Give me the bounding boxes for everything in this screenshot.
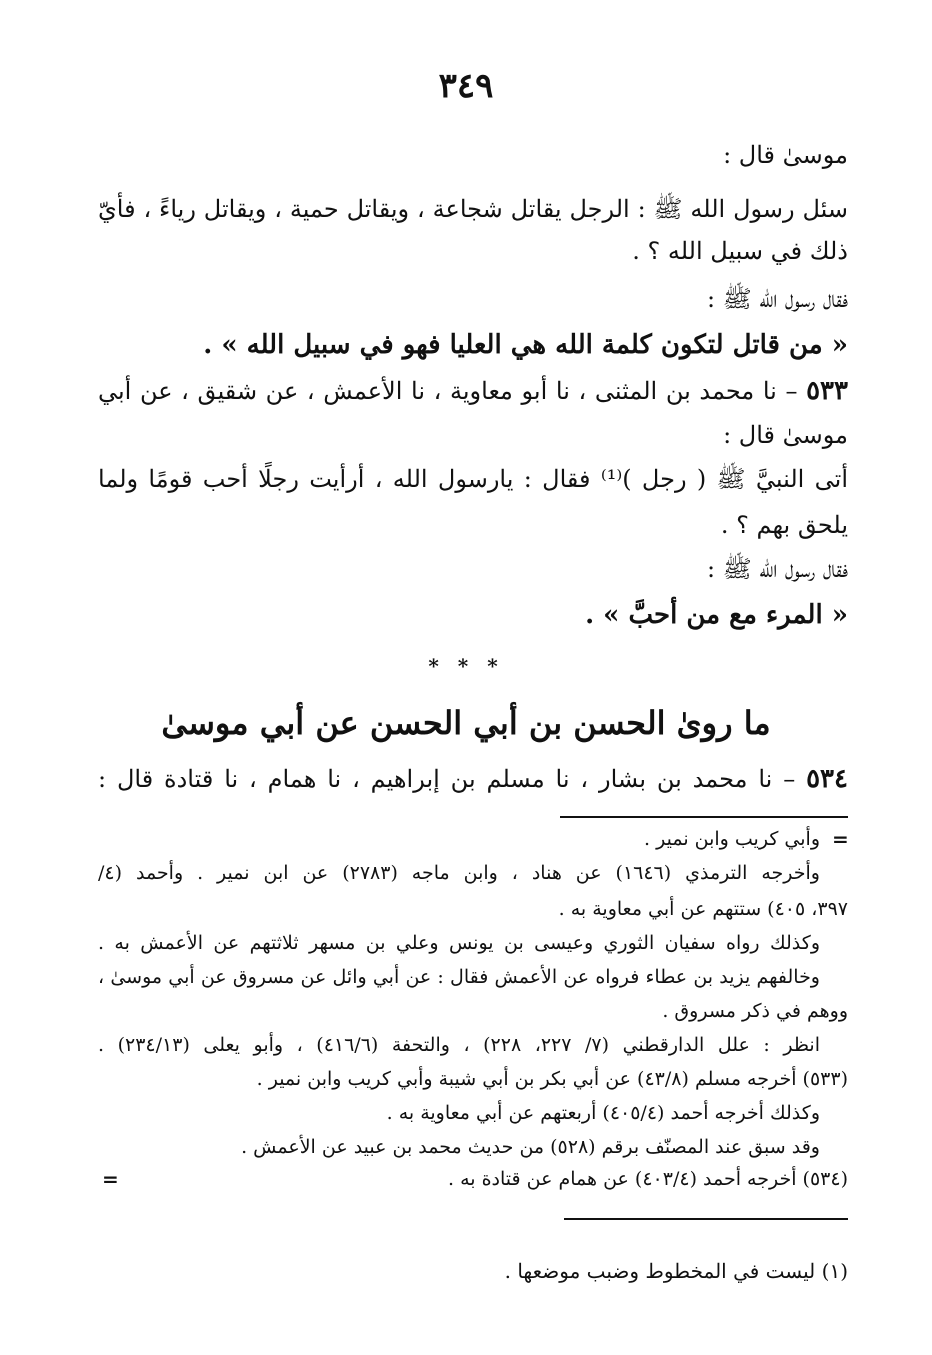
section-heading: ما روىٰ الحسن بن أبي الحسن عن أبي موسىٰ — [161, 704, 771, 742]
hadith-534-isnad — [98, 762, 848, 796]
footnote-line-11: (٥٣٤) أخرجه أحمد (٤٠٣/٤) عن همام عن قتادة به . — [448, 1168, 848, 1190]
footnote-line-9: وكذلك أخرجه أحمد (٤٠٥/٤) أربعتهم عن أبي معاوية به . — [386, 1102, 820, 1124]
hadith-quote-533: « المرء مع من أحبَّ » . — [585, 600, 848, 630]
footnote-line-1: وأبي كريب وابن نمير . — [644, 828, 820, 850]
body-line-2: سئل رسول الله ﷺ : الرجل يقاتل شجاعة ، ويقاتل حمية ، ويقاتل رياءً ، فأيّ — [98, 195, 849, 223]
footnote-rule-top — [560, 816, 848, 818]
body-line-1: موسىٰ قال : — [723, 141, 848, 169]
hadith-number-534: ٥٣٤ — [806, 764, 848, 794]
hadith-533-isnad-text: – نا محمد بن المثنى ، نا أبو معاوية ، نا الأعمش ، عن شقيق ، عن أبي — [98, 377, 798, 405]
body-line-9: يلحق بهم ؟ . — [720, 511, 848, 539]
hadith-534-isnad-text: – نا محمد بن بشار ، نا مسلم بن إبراهيم ، نا همام ، نا قتادة قال : — [98, 765, 796, 793]
continuation-marker-bottom: = — [102, 1167, 119, 1191]
hadith-533-isnad — [98, 374, 848, 408]
body-line-8: أتى النبيَّ ﷺ ( رجل )⁽¹⁾ فقال : يارسول الله ، أرأيت رجلًا أحب قومًا ولما — [98, 465, 848, 493]
bottom-note: (١) ليست في المخطوط وضبب موضعها . — [504, 1259, 848, 1283]
body-line-7: موسىٰ قال : — [723, 421, 848, 449]
body-line-4: فقال رسول الله ﷺ : — [706, 285, 848, 313]
section-separator: * * * — [428, 654, 504, 678]
footnote-line-8: (٥٣٣) أخرجه مسلم (٤٣/٨) عن أبي بكر بن أبي شيبة وأبي كريب وابن نمير . — [256, 1068, 848, 1090]
footnote-line-7: انظر : علل الدارقطني (٧/ ٢٢٧، ٢٢٨) ، والتحفة (٤١٦/٦) ، وأبو يعلى (٢٣٤/١٣) . — [98, 1034, 820, 1056]
page-number: ٣٤٩ — [438, 66, 494, 106]
body-line-3: ذلك في سبيل الله ؟ . — [632, 237, 848, 265]
continuation-marker-top: = — [832, 827, 849, 851]
footnote-line-2: وأخرجه الترمذي (١٦٤٦) عن هناد ، وابن ماجه (٢٧٨٣) عن ابن نمير . وأحمد (٤/ — [98, 862, 820, 884]
footnote-line-5: وخالفهم يزيد بن عطاء فرواه عن الأعمش فقال : عن أبي وائل عن مسروق عن أبي موسىٰ ، — [98, 966, 820, 988]
footnote-line-6: ووهم في ذكر مسروق . — [662, 1000, 848, 1022]
hadith-number-533: ٥٣٣ — [806, 376, 848, 406]
footnote-line-4: وكذلك رواه سفيان الثوري وعيسى بن يونس وعلي بن مسهر ثلاثتهم عن الأعمش به . — [98, 932, 820, 954]
hadith-quote-532: « من قاتل لتكون كلمة الله هي العليا فهو في سبيل الله » . — [203, 330, 848, 360]
footnote-line-10: وقد سبق عند المصنّف برقم (٥٢٨) من حديث محمد بن عبيد عن الأعمش . — [241, 1136, 820, 1158]
body-line-10: فقال رسول الله ﷺ : — [706, 555, 848, 583]
footnote-line-3: ٣٩٧، ٤٠٥) ستتهم عن أبي معاوية به . — [558, 898, 848, 920]
footnote-rule-bottom — [564, 1218, 848, 1220]
